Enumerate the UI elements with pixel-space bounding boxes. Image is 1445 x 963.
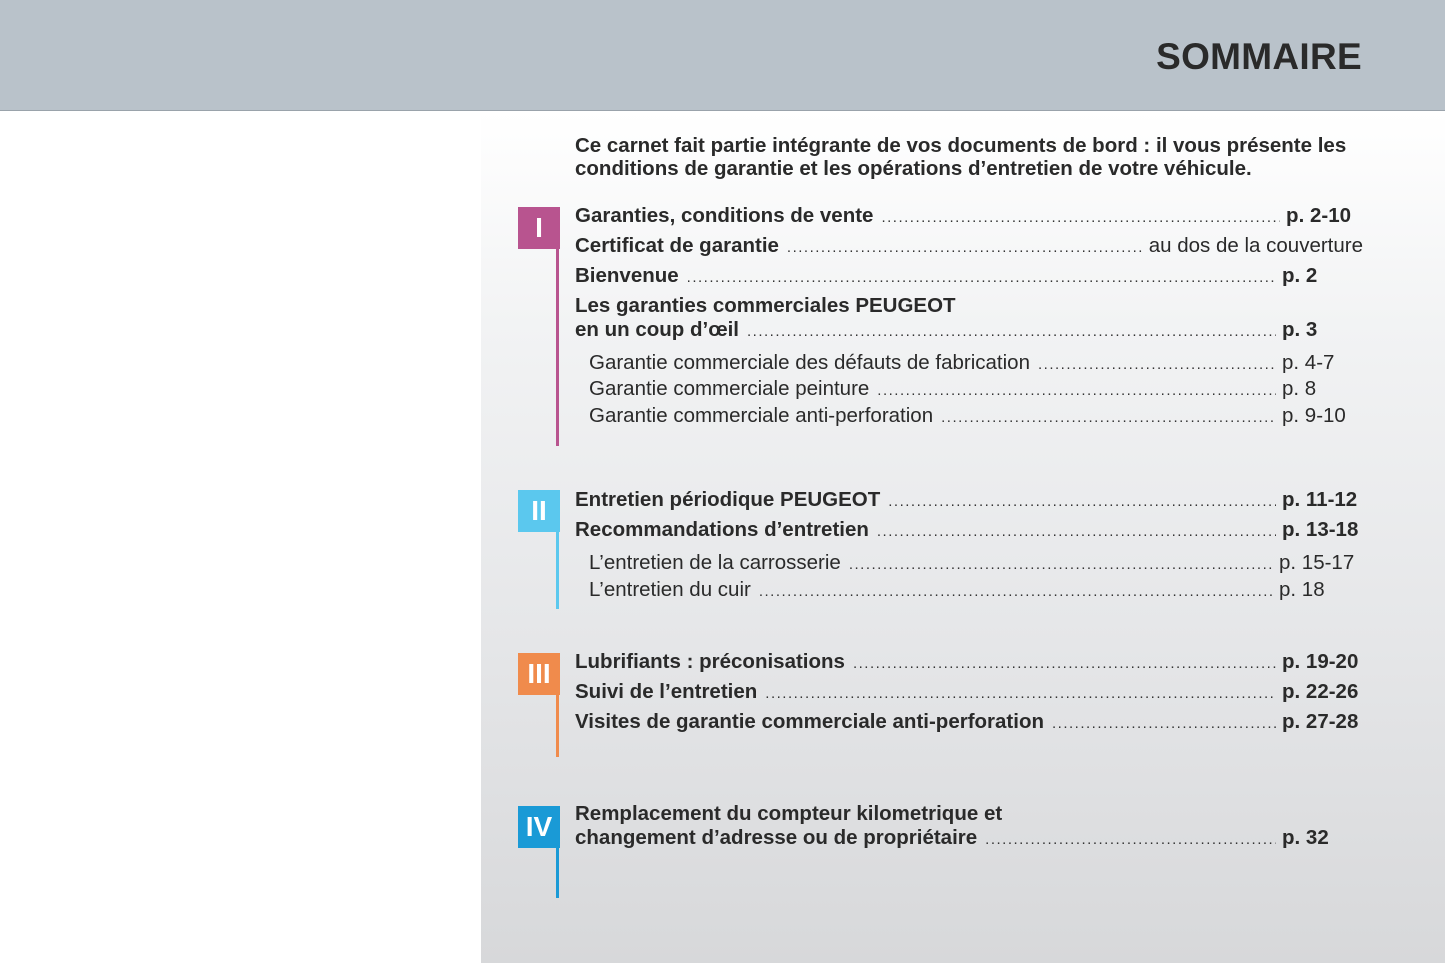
toc-entry-page: p. 2 [1282, 264, 1318, 287]
leader-dots [1038, 356, 1276, 373]
toc-entry-page: p. 13-18 [1282, 518, 1359, 541]
section-line-1 [556, 248, 559, 446]
page-title: SOMMAIRE [1156, 36, 1362, 77]
toc-entry-line1: Les garanties commerciales PEUGEOT [575, 294, 956, 317]
toc-subentry-label: Garantie commerciale peinture [589, 377, 870, 400]
toc-subentry[interactable] [589, 377, 1351, 401]
toc-entry-page: p. 11-12 [1282, 488, 1358, 511]
toc-subentry-page: p. 15-17 [1279, 551, 1355, 574]
leader-dots [877, 382, 1276, 399]
toc-entry-label: en un coup d’œil [575, 318, 739, 341]
toc-entry-page: au dos de la couverture [1148, 234, 1363, 257]
leader-dots [849, 556, 1273, 573]
toc-entry[interactable] [575, 264, 1351, 288]
toc-entry-label: Bienvenue [575, 264, 679, 287]
toc-subentry[interactable] [589, 551, 1360, 575]
header-bar [0, 0, 1445, 111]
leader-dots [759, 583, 1273, 600]
toc-entry-label: Recommandations d’entretien [575, 518, 869, 541]
leader-dots [765, 685, 1276, 702]
toc-subentry-page: p. 9-10 [1282, 404, 1346, 427]
toc-entry-page: p. 2-10 [1286, 204, 1351, 227]
toc-entry[interactable] [575, 318, 1351, 342]
toc-entry[interactable] [575, 650, 1363, 674]
toc-entry-label: Garanties, conditions de vente [575, 204, 874, 227]
toc-subentry[interactable] [589, 404, 1351, 428]
leader-dots [941, 409, 1276, 426]
toc-entry[interactable] [575, 234, 1363, 258]
leader-dots [881, 209, 1280, 226]
toc-entry-label: Suivi de l’entretien [575, 680, 758, 703]
toc-subentry-label: Garantie commerciale des défauts de fabrication [589, 351, 1030, 374]
toc-entry-page: p. 3 [1282, 318, 1318, 341]
toc-entry-page: p. 22-26 [1282, 680, 1359, 703]
toc-subentry-page: p. 8 [1282, 377, 1317, 400]
toc-entry[interactable] [575, 204, 1351, 228]
toc-entry-line1: Remplacement du compteur kilometrique et [575, 802, 1003, 825]
leader-dots [687, 269, 1276, 286]
toc-entry-label: Certificat de garantie [575, 234, 779, 257]
leader-dots [853, 655, 1276, 672]
toc-entry[interactable] [575, 826, 1351, 850]
toc-entry-label: changement d’adresse ou de propriétaire [575, 826, 978, 849]
leader-dots [877, 523, 1276, 540]
section-line-4 [556, 847, 559, 898]
toc-entry[interactable] [575, 710, 1363, 734]
toc-entry-page: p. 27-28 [1282, 710, 1359, 733]
section-line-3 [556, 694, 559, 757]
section-line-2 [556, 531, 559, 609]
toc-entry-label: Lubrifiants : préconisations [575, 650, 845, 673]
leader-dots [747, 323, 1276, 340]
toc-subentry-page: p. 18 [1279, 578, 1325, 601]
leader-dots [1052, 715, 1276, 732]
toc-subentry-label: L’entretien du cuir [589, 578, 751, 601]
section-badge-2: II [518, 490, 560, 532]
toc-entry[interactable] [575, 680, 1363, 704]
toc-entry-label: Visites de garantie commerciale anti-perforation [575, 710, 1044, 733]
section-badge-3: III [518, 653, 560, 695]
toc-entry-page: p. 32 [1282, 826, 1329, 849]
section-badge-1: I [518, 207, 560, 249]
toc-subentry-label: Garantie commerciale anti-perforation [589, 404, 934, 427]
leader-dots [985, 831, 1276, 848]
toc-entry-page: p. 19-20 [1282, 650, 1359, 673]
toc-subentry[interactable] [589, 351, 1351, 375]
toc-subentry[interactable] [589, 578, 1360, 602]
toc-entry[interactable] [575, 518, 1363, 542]
leader-dots [787, 239, 1143, 256]
intro-text: Ce carnet fait partie intégrante de vos documents de bord : il vous présente les conditions de garantie et les opérations d’entretien de votre véhicule. [575, 134, 1347, 180]
section-badge-4: IV [518, 806, 560, 848]
toc-entry-label: Entretien périodique PEUGEOT [575, 488, 881, 511]
toc-subentry-page: p. 4-7 [1282, 351, 1335, 374]
toc-entry[interactable] [575, 488, 1363, 512]
leader-dots [888, 493, 1276, 510]
toc-subentry-label: L’entretien de la carrosserie [589, 551, 841, 574]
